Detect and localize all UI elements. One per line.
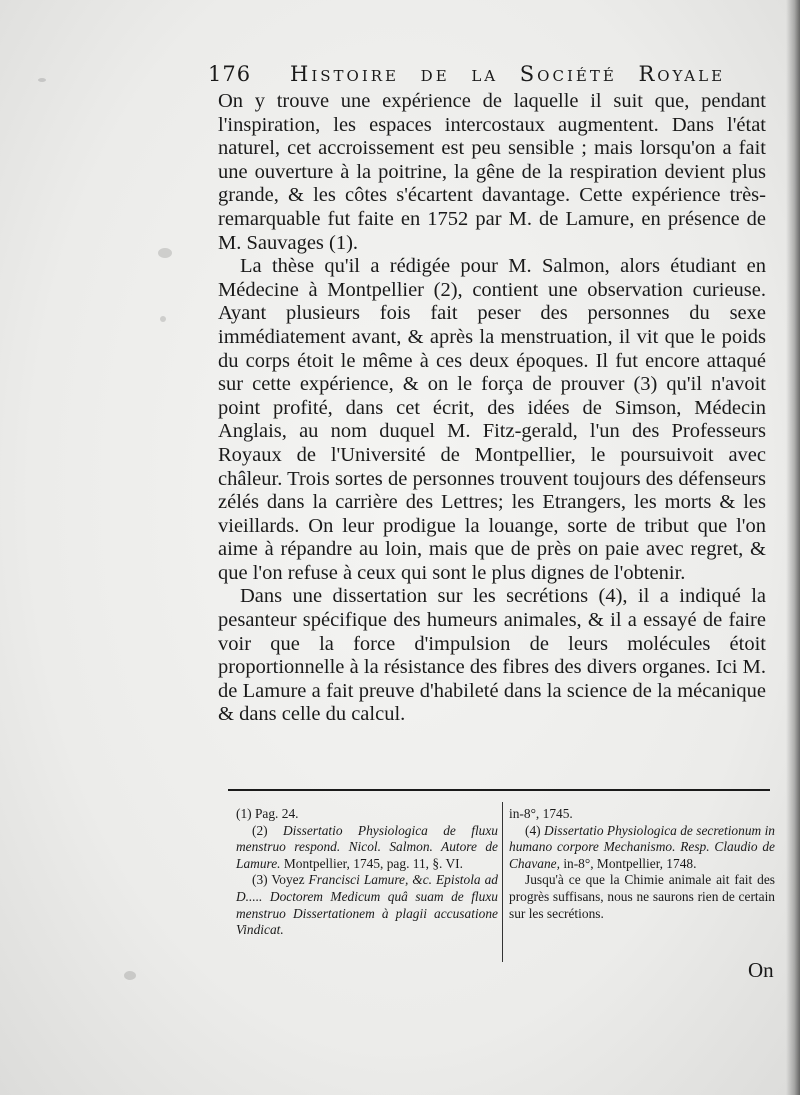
footnote-2-continuation: in-8°, 1745. <box>509 806 573 821</box>
footnote-4-details: in-8°, Montpellier, 1748. <box>563 855 697 871</box>
footnote-rule <box>228 789 770 791</box>
footnote-4-number: (4) <box>525 822 541 838</box>
ink-smudge <box>124 971 136 980</box>
footnotes-right-column <box>509 806 775 922</box>
running-title: Histoire de la Société Royale <box>290 62 726 86</box>
ink-smudge <box>160 316 166 322</box>
paragraph: La thèse qu'il a rédigée pour M. Salmon, alors étudiant en Médecine à Montpellier (2), contient une observation curieuse. Ayant plusieurs fois fait peser des personnes du sexe immédiatement avant, & après la menstruation, il vit que le poids du corps étoit le même à ces deux époques. Il fut encore attaqué sur cette expérience, & on le força de prouver (3) qu'il n'avoit point profité, dans cet écrit, des idées de Simson, Médecin Anglais, au nom duquel M. Fitz-gerald, l'un des Professeurs Royaux de l'Université de Montpellier, le poursuivoit avec châleur. Trois sortes de personnes trouvent toujours des défenseurs zélés dans la carrière des Lettres; les Etrangers, les morts & les vieillards. On leur prodigue la louange, sorte de tribut que l'on aime à répandre au loin, mais que de près on paie avec regret, & que l'on refuse à ceux qui sont le plus dignes de l'obtenir. <box>218 255 766 584</box>
footnote-1: (1) Pag. 24. <box>236 806 299 821</box>
footnote-3-number: (3) Voyez <box>252 872 305 888</box>
footnote-2-details: Montpellier, 1745, pag. 11, §. VI. <box>283 855 463 871</box>
paragraph: On y trouve une expérience de laquelle il suit que, pendant l'inspiration, les espaces intercostaux augmentent. Dans l'état naturel, cet accroissement est peu sensible ; mais lorsqu'on a fait une ouverture à la poitrine, la gêne de la respiration devient plus grande, & les côtes s'écartent davantage. Cette expérience très-remarquable fut faite en 1752 par M. de Lamure, en présence de M. Sauvages (1). <box>218 90 766 254</box>
footnote-2-title: Dissertatio Physiologica de fluxu menstruo respond. Nicol. Salmon. Autore de Lamure. <box>236 822 498 871</box>
footnotes-left-column <box>236 806 498 939</box>
footnote-3 <box>236 872 498 938</box>
footnote-2-number: (2) <box>252 822 268 838</box>
catchword: On <box>748 958 774 982</box>
footnote-3-title: Francisci Lamure, &c. Epistola ad D..... Doctorem Medicum quâ suam de fluxu menstruo Dissertationem à plagii accusatione Vindicat. <box>236 872 498 938</box>
footnote-note: Jusqu'à ce que la Chimie animale ait fait des progrès suffisans, nous ne saurons rien de certain sur les secrétions. <box>509 872 775 921</box>
book-spine-shadow <box>786 0 800 1095</box>
ink-smudge <box>38 78 46 82</box>
footnote-4-title: Dissertatio Physiologica de secretionum in humano corpore Mechanismo. Resp. Claudio de Chavane, <box>509 822 775 871</box>
paragraph: Dans une dissertation sur les secrétions (4), il a indiqué la pesanteur spécifique des humeurs animales, & il a essayé de faire voir que la force d'impulsion de leurs molécules étoit proportionnelle à la résistance des fibres des divers organes. Ici M. de Lamure a fait preuve d'habileté dans la science de la mécanique & dans celle du calcul. <box>218 585 766 726</box>
page-number: 176 <box>208 62 252 86</box>
footnote-2 <box>236 823 498 873</box>
footnote-column-divider <box>502 802 503 962</box>
page-header <box>208 62 768 92</box>
ink-smudge <box>158 248 172 258</box>
footnote-4 <box>509 823 775 873</box>
main-text <box>218 90 766 727</box>
